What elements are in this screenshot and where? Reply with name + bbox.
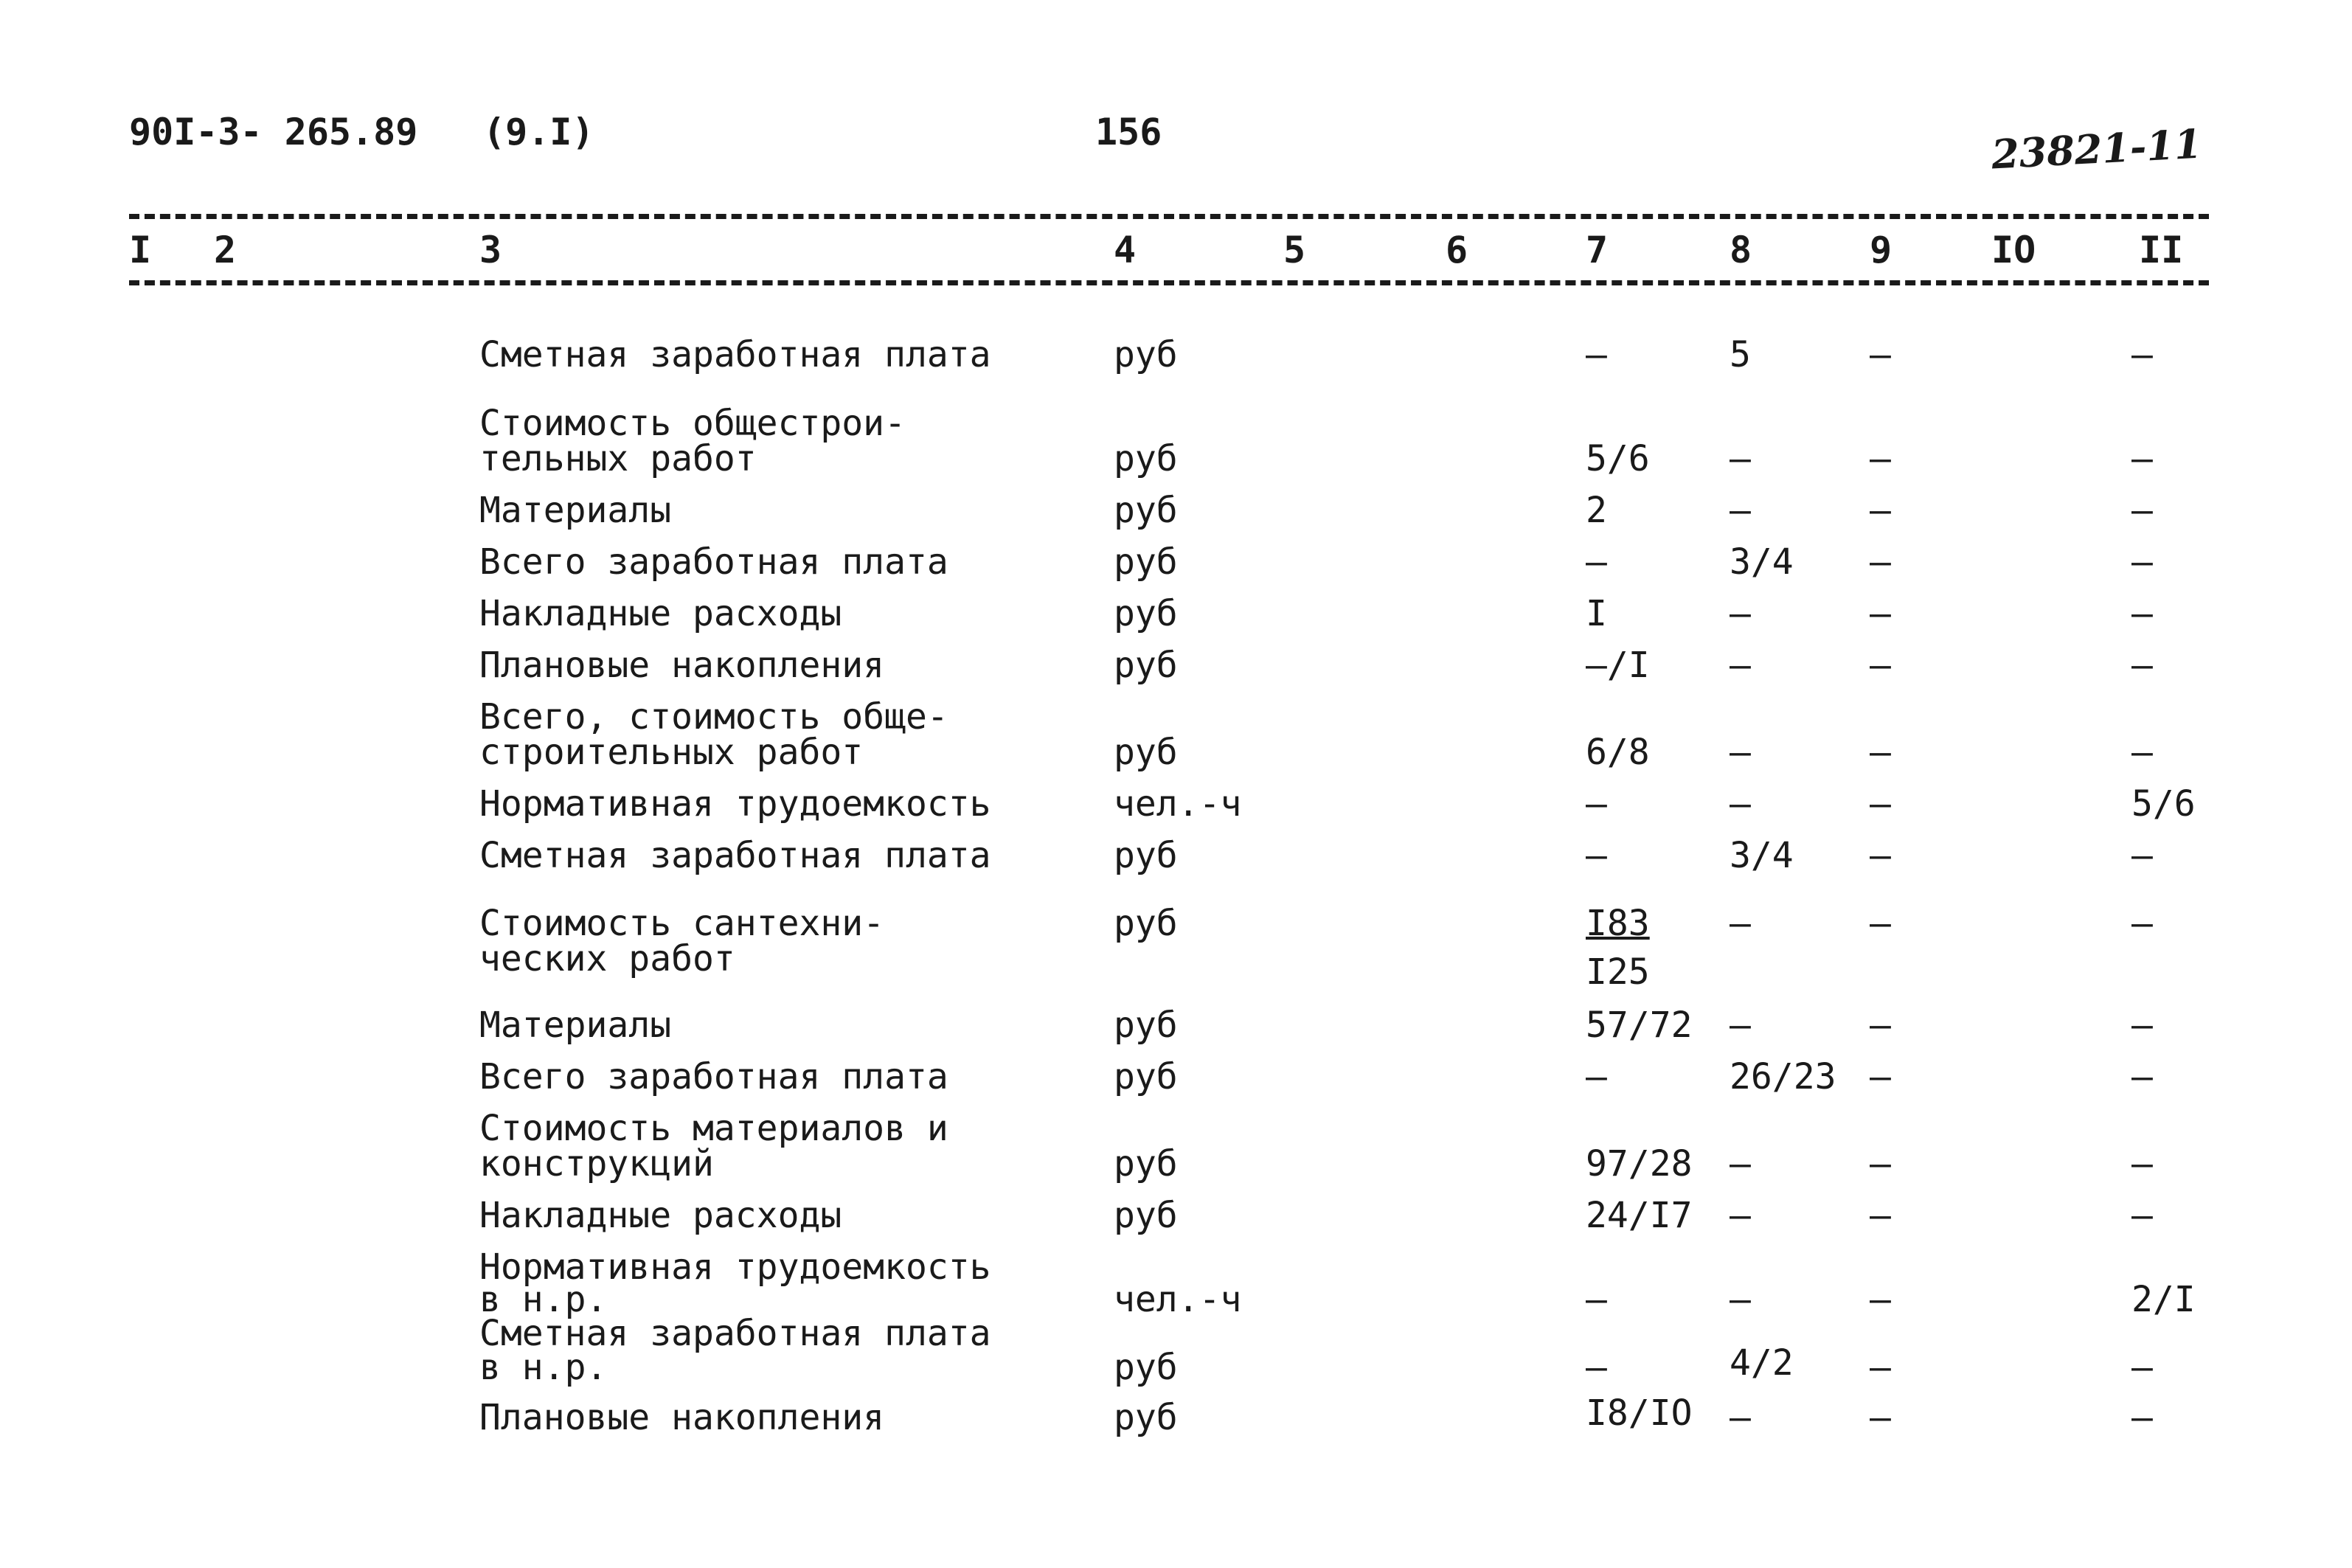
row-name-line: Стоимость сантехни- bbox=[479, 903, 885, 944]
row-col7-value: – bbox=[1586, 835, 1607, 876]
column-number-8: 8 bbox=[1730, 229, 1752, 271]
row-col9-value: – bbox=[1870, 903, 1891, 944]
row-name-line: Накладные расходы bbox=[479, 593, 842, 634]
row-col7-denominator: I25 bbox=[1586, 951, 1650, 993]
row-name-line: ческих работ bbox=[479, 938, 735, 979]
row-col9-value: – bbox=[1870, 645, 1891, 686]
row-unit: руб bbox=[1114, 593, 1178, 634]
row-col9-value: – bbox=[1870, 732, 1891, 773]
column-number-5: 5 bbox=[1283, 229, 1306, 271]
row-col8-value: – bbox=[1730, 1005, 1751, 1046]
document-code: 90I-3- 265.89 bbox=[129, 111, 418, 153]
row-col8-value: 26/23 bbox=[1730, 1056, 1836, 1097]
row-col9-value: – bbox=[1870, 541, 1891, 583]
row-name-line: Стоимость материалов и bbox=[479, 1108, 948, 1149]
row-col11-value: – bbox=[2131, 1347, 2153, 1388]
row-col9-value: – bbox=[1870, 1279, 1891, 1320]
row-name-line: Стоимость общестрои- bbox=[479, 403, 906, 444]
row-name-line: Сметная заработная плата bbox=[479, 1313, 991, 1354]
row-name-line: Плановые накопления bbox=[479, 1397, 885, 1438]
row-col7-value: 24/I7 bbox=[1586, 1195, 1693, 1236]
page-number: 156 bbox=[1095, 111, 1162, 153]
column-number-9: 9 bbox=[1870, 229, 1893, 271]
row-col9-value: – bbox=[1870, 1143, 1891, 1184]
row-col9-value: – bbox=[1870, 490, 1891, 531]
row-unit: чел.-ч bbox=[1114, 783, 1242, 825]
column-number-1: I bbox=[129, 229, 152, 271]
row-col8-value: – bbox=[1730, 1143, 1751, 1184]
row-unit: чел.-ч bbox=[1114, 1279, 1242, 1320]
row-col11-value: – bbox=[2131, 903, 2153, 944]
row-unit: руб bbox=[1114, 1056, 1178, 1097]
row-col7-value: 57/72 bbox=[1586, 1005, 1693, 1046]
row-col11-value: – bbox=[2131, 490, 2153, 531]
row-col7-value: – bbox=[1586, 783, 1607, 825]
row-col11-value: – bbox=[2131, 1056, 2153, 1097]
row-col7-value: I8/IO bbox=[1586, 1392, 1693, 1434]
column-number-2: 2 bbox=[214, 229, 237, 271]
row-unit: руб bbox=[1114, 334, 1178, 375]
row-col9-value: – bbox=[1870, 593, 1891, 634]
row-col9-value: – bbox=[1870, 1195, 1891, 1236]
row-col8-value: – bbox=[1730, 1195, 1751, 1236]
row-unit: руб bbox=[1114, 490, 1178, 531]
column-number-6: 6 bbox=[1446, 229, 1468, 271]
row-col8-value: – bbox=[1730, 1279, 1751, 1320]
row-col7-value: – bbox=[1586, 334, 1607, 375]
row-col7-value: 5/6 bbox=[1586, 438, 1650, 479]
row-col8-value: – bbox=[1730, 732, 1751, 773]
row-col9-value: – bbox=[1870, 835, 1891, 876]
row-col11-value: – bbox=[2131, 1397, 2153, 1438]
row-unit: руб bbox=[1114, 903, 1178, 944]
row-unit: руб bbox=[1114, 1195, 1178, 1236]
row-col7-numerator: I83 bbox=[1586, 903, 1650, 944]
row-col9-value: – bbox=[1870, 1005, 1891, 1046]
row-col11-value: – bbox=[2131, 334, 2153, 375]
row-col11-value: – bbox=[2131, 835, 2153, 876]
row-unit: руб bbox=[1114, 835, 1178, 876]
row-name-line: тельных работ bbox=[479, 438, 757, 479]
header-top-dashed-rule bbox=[129, 214, 2209, 219]
row-name-line: Нормативная трудоемкость bbox=[479, 1246, 991, 1288]
row-col8-value: – bbox=[1730, 783, 1751, 825]
row-name-line: конструкций bbox=[479, 1143, 714, 1184]
row-col7-value: 6/8 bbox=[1586, 732, 1650, 773]
row-col11-value: 2/I bbox=[2131, 1279, 2196, 1320]
row-col8-value: 4/2 bbox=[1730, 1342, 1794, 1384]
row-col9-value: – bbox=[1870, 783, 1891, 825]
row-col7-value: – bbox=[1586, 1347, 1607, 1388]
row-col7-value: 97/28 bbox=[1586, 1143, 1693, 1184]
column-number-11: II bbox=[2139, 229, 2184, 271]
row-col8-value: – bbox=[1730, 1397, 1751, 1438]
row-col7-value: –/I bbox=[1586, 645, 1650, 686]
row-unit: руб bbox=[1114, 541, 1178, 583]
column-number-3: 3 bbox=[479, 229, 502, 271]
row-name-line: Сметная заработная плата bbox=[479, 334, 991, 375]
row-name-line: Плановые накопления bbox=[479, 645, 885, 686]
row-col11-value: – bbox=[2131, 645, 2153, 686]
row-col7-value: – bbox=[1586, 1056, 1607, 1097]
row-col7-value: I bbox=[1586, 593, 1607, 634]
row-col11-value: – bbox=[2131, 1005, 2153, 1046]
row-col9-value: – bbox=[1870, 1397, 1891, 1438]
row-col8-value: – bbox=[1730, 593, 1751, 634]
row-col11-value: 5/6 bbox=[2131, 783, 2196, 825]
row-name-line: Всего заработная плата bbox=[479, 1056, 948, 1097]
row-col7-value: 2 bbox=[1586, 490, 1607, 531]
row-col8-value: 5 bbox=[1730, 334, 1751, 375]
row-name-line: Материалы bbox=[479, 490, 672, 531]
row-col11-value: – bbox=[2131, 1143, 2153, 1184]
inventory-number: 23821-11 bbox=[1990, 119, 2203, 178]
row-col11-value: – bbox=[2131, 438, 2153, 479]
row-unit: руб bbox=[1114, 1397, 1178, 1438]
row-col8-value: – bbox=[1730, 645, 1751, 686]
row-name-line: Нормативная трудоемкость bbox=[479, 783, 991, 825]
header-bottom-dashed-rule bbox=[129, 280, 2209, 285]
row-unit: руб bbox=[1114, 1005, 1178, 1046]
row-col9-value: – bbox=[1870, 438, 1891, 479]
row-name-line: Всего, стоимость обще- bbox=[479, 696, 948, 738]
row-col8-value: 3/4 bbox=[1730, 541, 1794, 583]
row-unit: руб bbox=[1114, 1347, 1178, 1388]
row-col7-value: – bbox=[1586, 541, 1607, 583]
row-col11-value: – bbox=[2131, 593, 2153, 634]
row-col8-value: 3/4 bbox=[1730, 835, 1794, 876]
column-number-4: 4 bbox=[1114, 229, 1137, 271]
row-col8-value: – bbox=[1730, 903, 1751, 944]
row-col11-value: – bbox=[2131, 732, 2153, 773]
column-number-10: IO bbox=[1991, 229, 2036, 271]
row-col8-value: – bbox=[1730, 490, 1751, 531]
sheet-reference: (9.I) bbox=[483, 111, 594, 153]
row-unit: руб bbox=[1114, 1143, 1178, 1184]
row-name-line: в н.р. bbox=[479, 1347, 608, 1388]
row-name-line: Всего заработная плата bbox=[479, 541, 948, 583]
row-unit: руб bbox=[1114, 438, 1178, 479]
row-col8-value: – bbox=[1730, 438, 1751, 479]
row-name-line: Материалы bbox=[479, 1005, 672, 1046]
row-name-line: строительных работ bbox=[479, 732, 864, 773]
row-col9-value: – bbox=[1870, 1347, 1891, 1388]
row-col9-value: – bbox=[1870, 334, 1891, 375]
row-col11-value: – bbox=[2131, 541, 2153, 583]
column-number-7: 7 bbox=[1586, 229, 1609, 271]
row-name-line: Сметная заработная плата bbox=[479, 835, 991, 876]
row-unit: руб bbox=[1114, 645, 1178, 686]
row-name-line: в н.р. bbox=[479, 1279, 608, 1320]
row-col9-value: – bbox=[1870, 1056, 1891, 1097]
row-col11-value: – bbox=[2131, 1195, 2153, 1236]
row-name-line: Накладные расходы bbox=[479, 1195, 842, 1236]
row-col7-value: – bbox=[1586, 1279, 1607, 1320]
row-unit: руб bbox=[1114, 732, 1178, 773]
